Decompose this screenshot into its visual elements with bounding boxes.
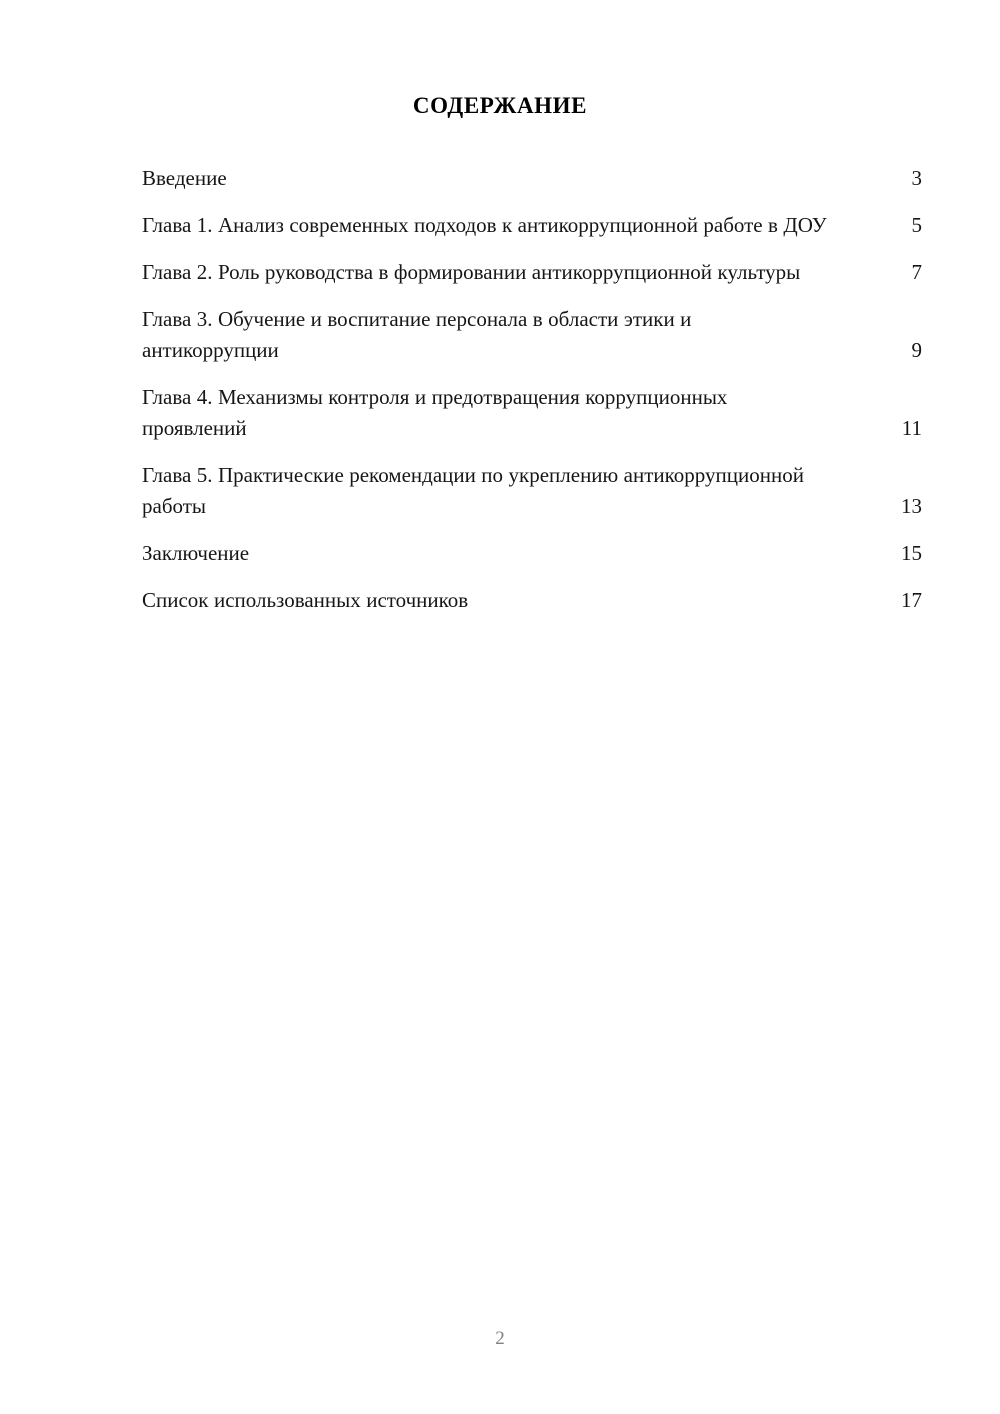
toc-entry[interactable]	[142, 460, 922, 522]
toc-entry-title: Глава 5. Практические рекомендации по укреплению антикоррупционной работы	[142, 463, 804, 518]
toc-entry-page-number: 9	[911, 338, 922, 362]
toc-entry-page-number: 5	[911, 213, 922, 237]
toc-entry-title: Заключение	[142, 541, 250, 565]
toc-entry-page-number: 15	[901, 541, 922, 565]
toc-entry[interactable]	[142, 257, 922, 288]
table-of-contents	[142, 163, 922, 616]
toc-entry-title: Глава 1. Анализ современных подходов к антикоррупционной работе в ДОУ	[142, 213, 827, 237]
toc-entry[interactable]	[142, 210, 922, 241]
toc-entry-title: Список использованных источников	[142, 588, 469, 612]
page-title: СОДЕРЖАНИЕ	[412, 93, 588, 118]
toc-entry-title: Введение	[142, 166, 227, 190]
toc-entry-title: Глава 2. Роль руководства в формировании антикоррупционной культуры	[142, 260, 801, 284]
toc-entry-page-number: 13	[901, 494, 922, 518]
toc-entry-title: Глава 3. Обучение и воспитание персонала в области этики и антикоррупции	[142, 307, 692, 362]
toc-entry-page-number: 7	[911, 260, 922, 284]
footer-page-number: 2	[495, 1328, 505, 1349]
toc-entry-page-number: 17	[901, 588, 922, 612]
toc-entry[interactable]	[142, 304, 922, 366]
toc-entry-title: Глава 4. Механизмы контроля и предотвращения коррупционных проявлений	[142, 385, 728, 440]
toc-entry[interactable]	[142, 538, 922, 569]
toc-entry[interactable]	[142, 382, 922, 444]
toc-entry[interactable]	[142, 163, 922, 194]
toc-entry-page-number: 11	[901, 416, 922, 440]
toc-entry-page-number: 3	[911, 166, 922, 190]
toc-entry[interactable]	[142, 585, 922, 616]
